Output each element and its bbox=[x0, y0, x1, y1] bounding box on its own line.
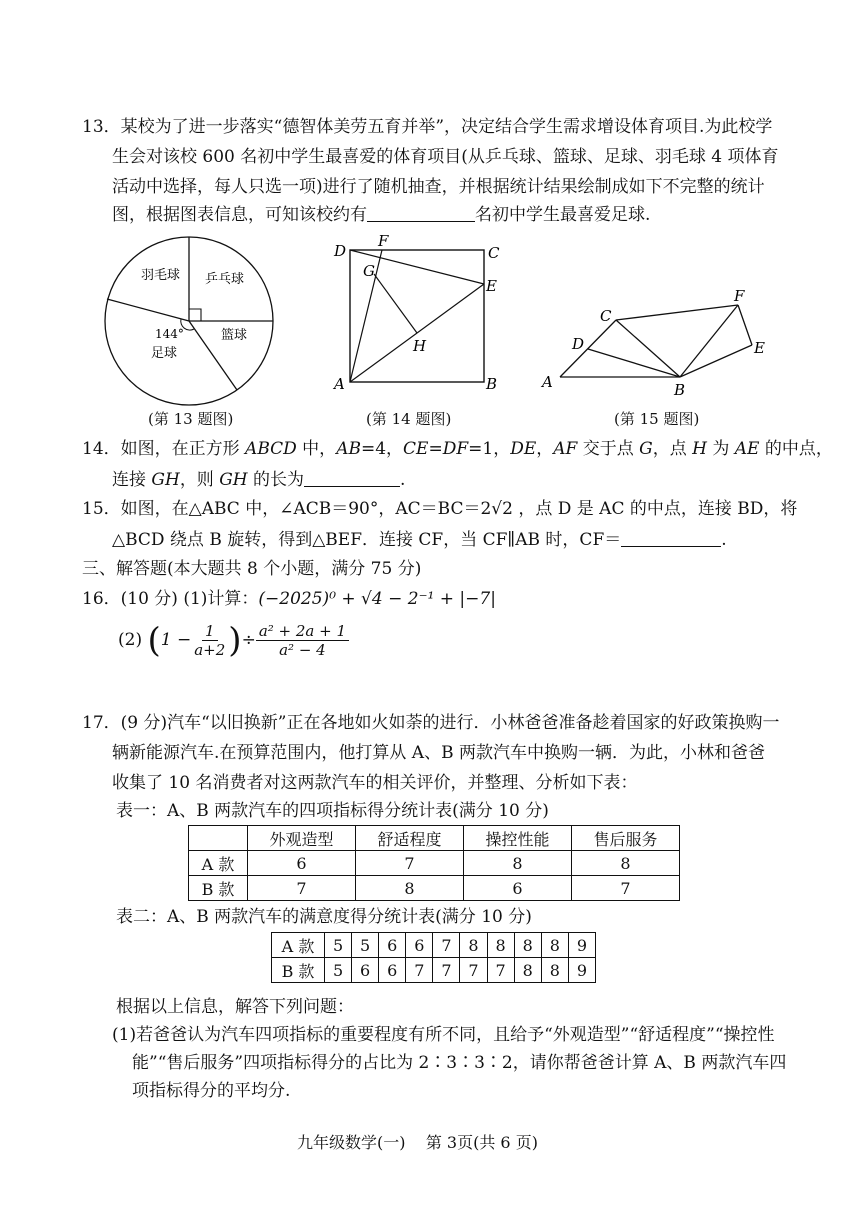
table-2-cell: 5 bbox=[352, 933, 379, 958]
q13-text-b: 名初中学生最喜爱足球. bbox=[475, 205, 651, 225]
q14-t12: AF bbox=[553, 439, 578, 459]
table-1-cell: A 款 bbox=[189, 851, 248, 876]
fig15-label-E: E bbox=[754, 339, 765, 357]
fraction-2-numerator: a² + 2a + 1 bbox=[256, 622, 349, 641]
q16-part2-prefix: (2) bbox=[118, 630, 143, 650]
q14-t13: 交于点 bbox=[577, 439, 640, 459]
pie-label-basketball: 篮球 bbox=[221, 328, 248, 343]
fig14-label-G: G bbox=[363, 262, 375, 280]
table-1-title: 表一：A、B 两款汽车的四项指标得分统计表(满分 10 分) bbox=[116, 801, 549, 821]
table-1-cell: 7 bbox=[248, 876, 356, 901]
fig15-label-A: A bbox=[542, 373, 553, 391]
table-2-cell: A 款 bbox=[272, 933, 325, 958]
q16-line-2 bbox=[118, 620, 349, 668]
fig15-label-F: F bbox=[734, 287, 745, 305]
table-2-cell: 7 bbox=[460, 958, 487, 983]
q15-t2: . bbox=[721, 530, 727, 550]
q14-t9: =1， bbox=[468, 439, 511, 459]
table-1-cell: B 款 bbox=[189, 876, 248, 901]
table-2-cell: 7 bbox=[433, 958, 460, 983]
q17-part1-line-2: 能”“售后服务”四项指标得分的占比为 2∶3∶3∶2，请你帮爸爸计算 A、B 两款汽车四 bbox=[132, 1053, 787, 1073]
table-1-cell: 6 bbox=[464, 876, 572, 901]
q14-t10: DE bbox=[510, 439, 537, 459]
q14-t25: . bbox=[400, 470, 406, 490]
q14-t21: GH bbox=[151, 470, 180, 490]
table-1-cell: 6 bbox=[248, 851, 356, 876]
q14-line-1 bbox=[82, 438, 833, 460]
q16-expr2-left: 1 − bbox=[160, 630, 192, 650]
table-1 bbox=[188, 825, 680, 901]
fraction-1-denominator: a+2 bbox=[194, 641, 226, 659]
table-2-cell: 8 bbox=[541, 958, 568, 983]
table-2-cell: 8 bbox=[460, 933, 487, 958]
q14-t3: 中， bbox=[296, 439, 337, 459]
section-3-heading: 三、解答题(本大题共 8 个小题，满分 75 分) bbox=[82, 559, 422, 579]
q14-t8: DF bbox=[442, 439, 469, 459]
q14-t14: G bbox=[639, 439, 653, 459]
table-2-cell: 6 bbox=[406, 933, 433, 958]
fig14-label-D: D bbox=[334, 242, 347, 260]
q14-t23: GH bbox=[219, 470, 248, 490]
q14-t15: ，点 bbox=[652, 439, 693, 459]
q14-t2: ABCD bbox=[245, 439, 297, 459]
table-2-cell: 9 bbox=[568, 933, 595, 958]
left-paren: ( bbox=[147, 620, 161, 661]
table-2-cell: 5 bbox=[325, 958, 352, 983]
table-1-cell: 8 bbox=[356, 876, 464, 901]
pie-label-badminton: 羽毛球 bbox=[141, 268, 181, 283]
q17-line-3: 收集了 10 名消费者对这两款汽车的相关评价，并整理、分析如下表： bbox=[112, 773, 638, 793]
q14-t7: = bbox=[428, 439, 443, 459]
table-1-cell: 7 bbox=[572, 876, 680, 901]
table-row bbox=[189, 851, 680, 876]
q14-t16: H bbox=[692, 439, 707, 459]
q17-line-2: 辆新能源汽车.在预算范围内，他打算从 A、B 两款汽车中换购一辆．为此，小林和爸爸 bbox=[112, 743, 765, 763]
table-1-cell: 操控性能 bbox=[464, 826, 572, 851]
fraction-1-numerator: 1 bbox=[202, 622, 218, 641]
fig15-label-C: C bbox=[600, 307, 612, 325]
table-1-header-row bbox=[189, 826, 680, 851]
table-2-cell: 6 bbox=[379, 933, 406, 958]
q13-line-3: 活动中选择，每人只选一项)进行了随机抽查，并根据统计结果绘制成如下不完整的统计 bbox=[112, 177, 765, 197]
table-2-cell: 8 bbox=[541, 933, 568, 958]
table-1-cell: 8 bbox=[572, 851, 680, 876]
table-1-cell: 7 bbox=[356, 851, 464, 876]
division-sign: ÷ bbox=[241, 630, 256, 650]
q15-line-1: 15．如图，在△ABC 中，∠ACB＝90°，AC＝BC＝2√2 ，点 D 是 AC 的中点，连接 BD，将 bbox=[82, 499, 798, 519]
q16-expression-1: (−2025)⁰ + √4 − 2⁻¹ + |−7| bbox=[258, 589, 496, 609]
fig15-label-B: B bbox=[674, 381, 686, 399]
table-1-cell bbox=[189, 826, 248, 851]
figure-14-caption: (第 14 题图) bbox=[366, 410, 452, 428]
table-2-cell: 8 bbox=[487, 933, 514, 958]
q17-part1-line-3: 项指标得分的平均分. bbox=[132, 1081, 291, 1101]
figure-15-caption: (第 15 题图) bbox=[614, 410, 700, 428]
table-row bbox=[272, 958, 596, 983]
fig14-label-C: C bbox=[488, 244, 500, 262]
table-2-cell: 6 bbox=[352, 958, 379, 983]
fraction-2 bbox=[256, 622, 349, 659]
fig14-label-B: B bbox=[486, 375, 498, 393]
table-2-cell: 7 bbox=[406, 958, 433, 983]
table-2-cell: 7 bbox=[487, 958, 514, 983]
figure-13-pie bbox=[103, 233, 283, 413]
q14-t6: CE bbox=[403, 439, 429, 459]
q14-answer-blank[interactable] bbox=[304, 468, 400, 487]
q14-t11: ， bbox=[536, 439, 554, 459]
table-1-cell: 外观造型 bbox=[248, 826, 356, 851]
page-footer: 九年级数学(一) 第 3页(共 6 页) bbox=[297, 1133, 538, 1152]
figure-14-square bbox=[330, 234, 505, 399]
q14-t4: AB bbox=[336, 439, 361, 459]
q14-t22: ，则 bbox=[179, 470, 220, 490]
figure-15-triangles bbox=[538, 283, 778, 403]
q14-t18: AE bbox=[734, 439, 760, 459]
figure-13-caption: (第 13 题图) bbox=[148, 410, 234, 428]
q15-line-2 bbox=[112, 528, 727, 551]
table-1-cell: 8 bbox=[464, 851, 572, 876]
table-row bbox=[189, 876, 680, 901]
table-1-cell: 售后服务 bbox=[572, 826, 680, 851]
fig14-label-H: H bbox=[413, 337, 427, 355]
fig14-label-E: E bbox=[486, 277, 497, 295]
q13-line-1: 13．某校为了进一步落实“德智体美劳五育并举”，决定结合学生需求增设体育项目.为此校学 bbox=[82, 117, 773, 137]
table-2-cell: 8 bbox=[514, 933, 541, 958]
table-2-cell: 5 bbox=[325, 933, 352, 958]
q13-line-2: 生会对该校 600 名初中学生最喜爱的体育项目(从乒乓球、篮球、足球、羽毛球 4 项体育 bbox=[112, 147, 779, 167]
table-2-cell: B 款 bbox=[272, 958, 325, 983]
q13-text-a: 图，根据图表信息，可知该校约有 bbox=[112, 205, 367, 225]
q17-ask: 根据以上信息，解答下列问题： bbox=[116, 997, 354, 1017]
table-1-cell: 舒适程度 bbox=[356, 826, 464, 851]
q14-t24: 的长为 bbox=[247, 470, 305, 490]
q17-part1-line-1: (1)若爸爸认为汽车四项指标的重要程度有所不同，且给予“外观造型”“舒适程度”“操控性 bbox=[112, 1025, 775, 1045]
q16-prefix: 16．(10 分) (1)计算： bbox=[82, 589, 259, 609]
q14-t19: 的中点， bbox=[759, 439, 833, 459]
fig14-label-F: F bbox=[378, 234, 389, 250]
table-2-title: 表二：A、B 两款汽车的满意度得分统计表(满分 10 分) bbox=[116, 907, 532, 927]
q14-t20: 连接 bbox=[112, 470, 152, 490]
table-row bbox=[272, 933, 596, 958]
q15-t1: △BCD 绕点 B 旋转，得到△BEF．连接 CF，当 CF∥AB 时，CF＝ bbox=[112, 530, 622, 550]
table-2-cell: 7 bbox=[433, 933, 460, 958]
fig14-label-A: A bbox=[334, 375, 345, 393]
table-2-cell: 9 bbox=[568, 958, 595, 983]
fraction-2-denominator: a² − 4 bbox=[279, 641, 326, 659]
q14-line-2 bbox=[112, 468, 405, 491]
q16-line-1 bbox=[82, 588, 496, 610]
pie-label-football: 足球 bbox=[151, 346, 178, 361]
q14-t1: 14．如图，在正方形 bbox=[82, 439, 246, 459]
q13-line-4 bbox=[112, 203, 650, 226]
q14-t17: 为 bbox=[706, 439, 735, 459]
table-2-cell: 6 bbox=[379, 958, 406, 983]
pie-label-angle: 144° bbox=[155, 327, 184, 341]
right-paren: ) bbox=[228, 620, 242, 661]
table-2 bbox=[271, 932, 596, 983]
q13-answer-blank[interactable] bbox=[367, 203, 475, 222]
fig15-label-D: D bbox=[572, 335, 585, 353]
table-2-cell: 8 bbox=[514, 958, 541, 983]
fraction-1 bbox=[191, 622, 228, 659]
q17-line-1: 17．(9 分)汽车“以旧换新”正在各地如火如荼的进行．小林爸爸准备趁着国家的好政策换购一 bbox=[82, 713, 780, 733]
q14-t5: =4， bbox=[360, 439, 404, 459]
q15-answer-blank[interactable] bbox=[621, 528, 721, 547]
pie-label-pingpong: 乒乓球 bbox=[205, 272, 245, 287]
